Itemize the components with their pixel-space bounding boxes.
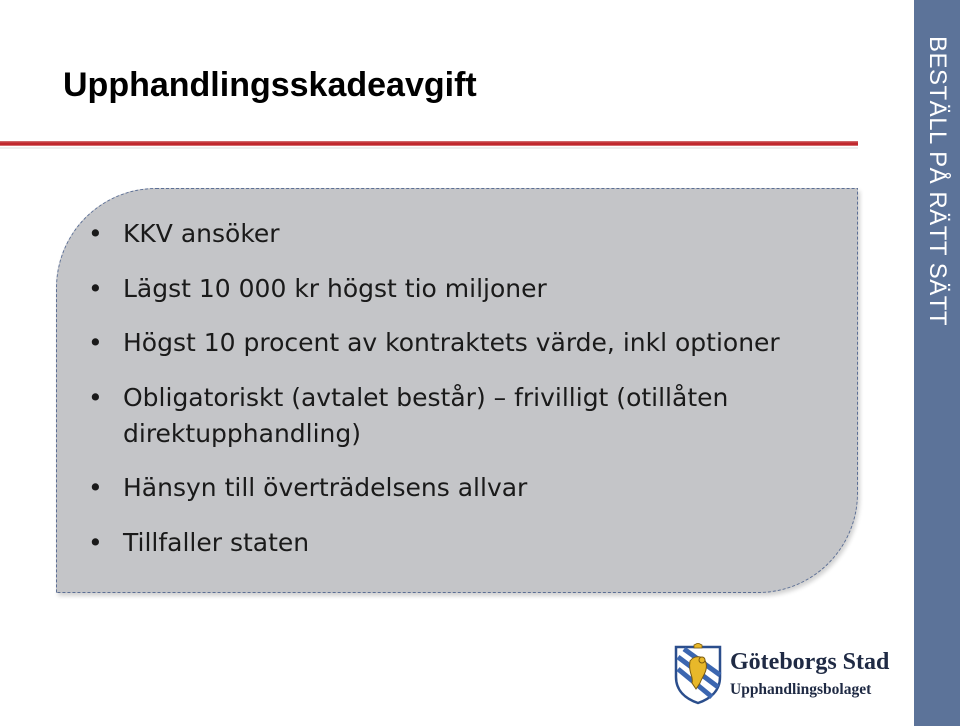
sidebar-banner-text: BESTÄLL PÅ RÄTT SÄTT bbox=[924, 36, 951, 327]
bullet-text: Hänsyn till överträdelsens allvar bbox=[123, 473, 528, 502]
bullet-icon: • bbox=[88, 473, 103, 502]
bullet-icon: • bbox=[88, 328, 103, 357]
bullet-item bbox=[88, 525, 828, 561]
bullet-icon: • bbox=[88, 382, 103, 412]
bullet-text: Lägst 10 000 kr högst tio miljoner bbox=[123, 273, 547, 303]
bullet-item bbox=[88, 470, 828, 506]
logo-subtitle: Upphandlingsbolaget bbox=[730, 681, 872, 698]
bullet-text: Tillfaller staten bbox=[123, 527, 310, 557]
slide-title: Upphandlingsskadeavgift bbox=[63, 66, 477, 104]
bullet-item bbox=[88, 325, 828, 361]
goteborgs-stad-logo bbox=[672, 643, 912, 705]
title-underline bbox=[0, 141, 858, 146]
bullet-item bbox=[88, 216, 828, 252]
bullet-icon: • bbox=[88, 527, 103, 557]
bullet-icon: • bbox=[88, 219, 103, 248]
bullet-list bbox=[88, 216, 828, 579]
bullet-item bbox=[88, 380, 828, 452]
logo-name: Göteborgs Stad bbox=[730, 649, 890, 675]
bullet-text: Högst 10 procent av kontraktets värde, inkl optioner bbox=[123, 328, 780, 357]
bullet-icon: • bbox=[88, 273, 103, 303]
bullet-text: Obligatoriskt (avtalet består) – frivilligt (otillåten direktupphandling) bbox=[123, 382, 729, 448]
bullet-item bbox=[88, 271, 828, 307]
title-underline-shadow bbox=[0, 147, 858, 149]
city-crest-icon bbox=[672, 643, 724, 705]
bullet-text: KKV ansöker bbox=[123, 219, 280, 248]
